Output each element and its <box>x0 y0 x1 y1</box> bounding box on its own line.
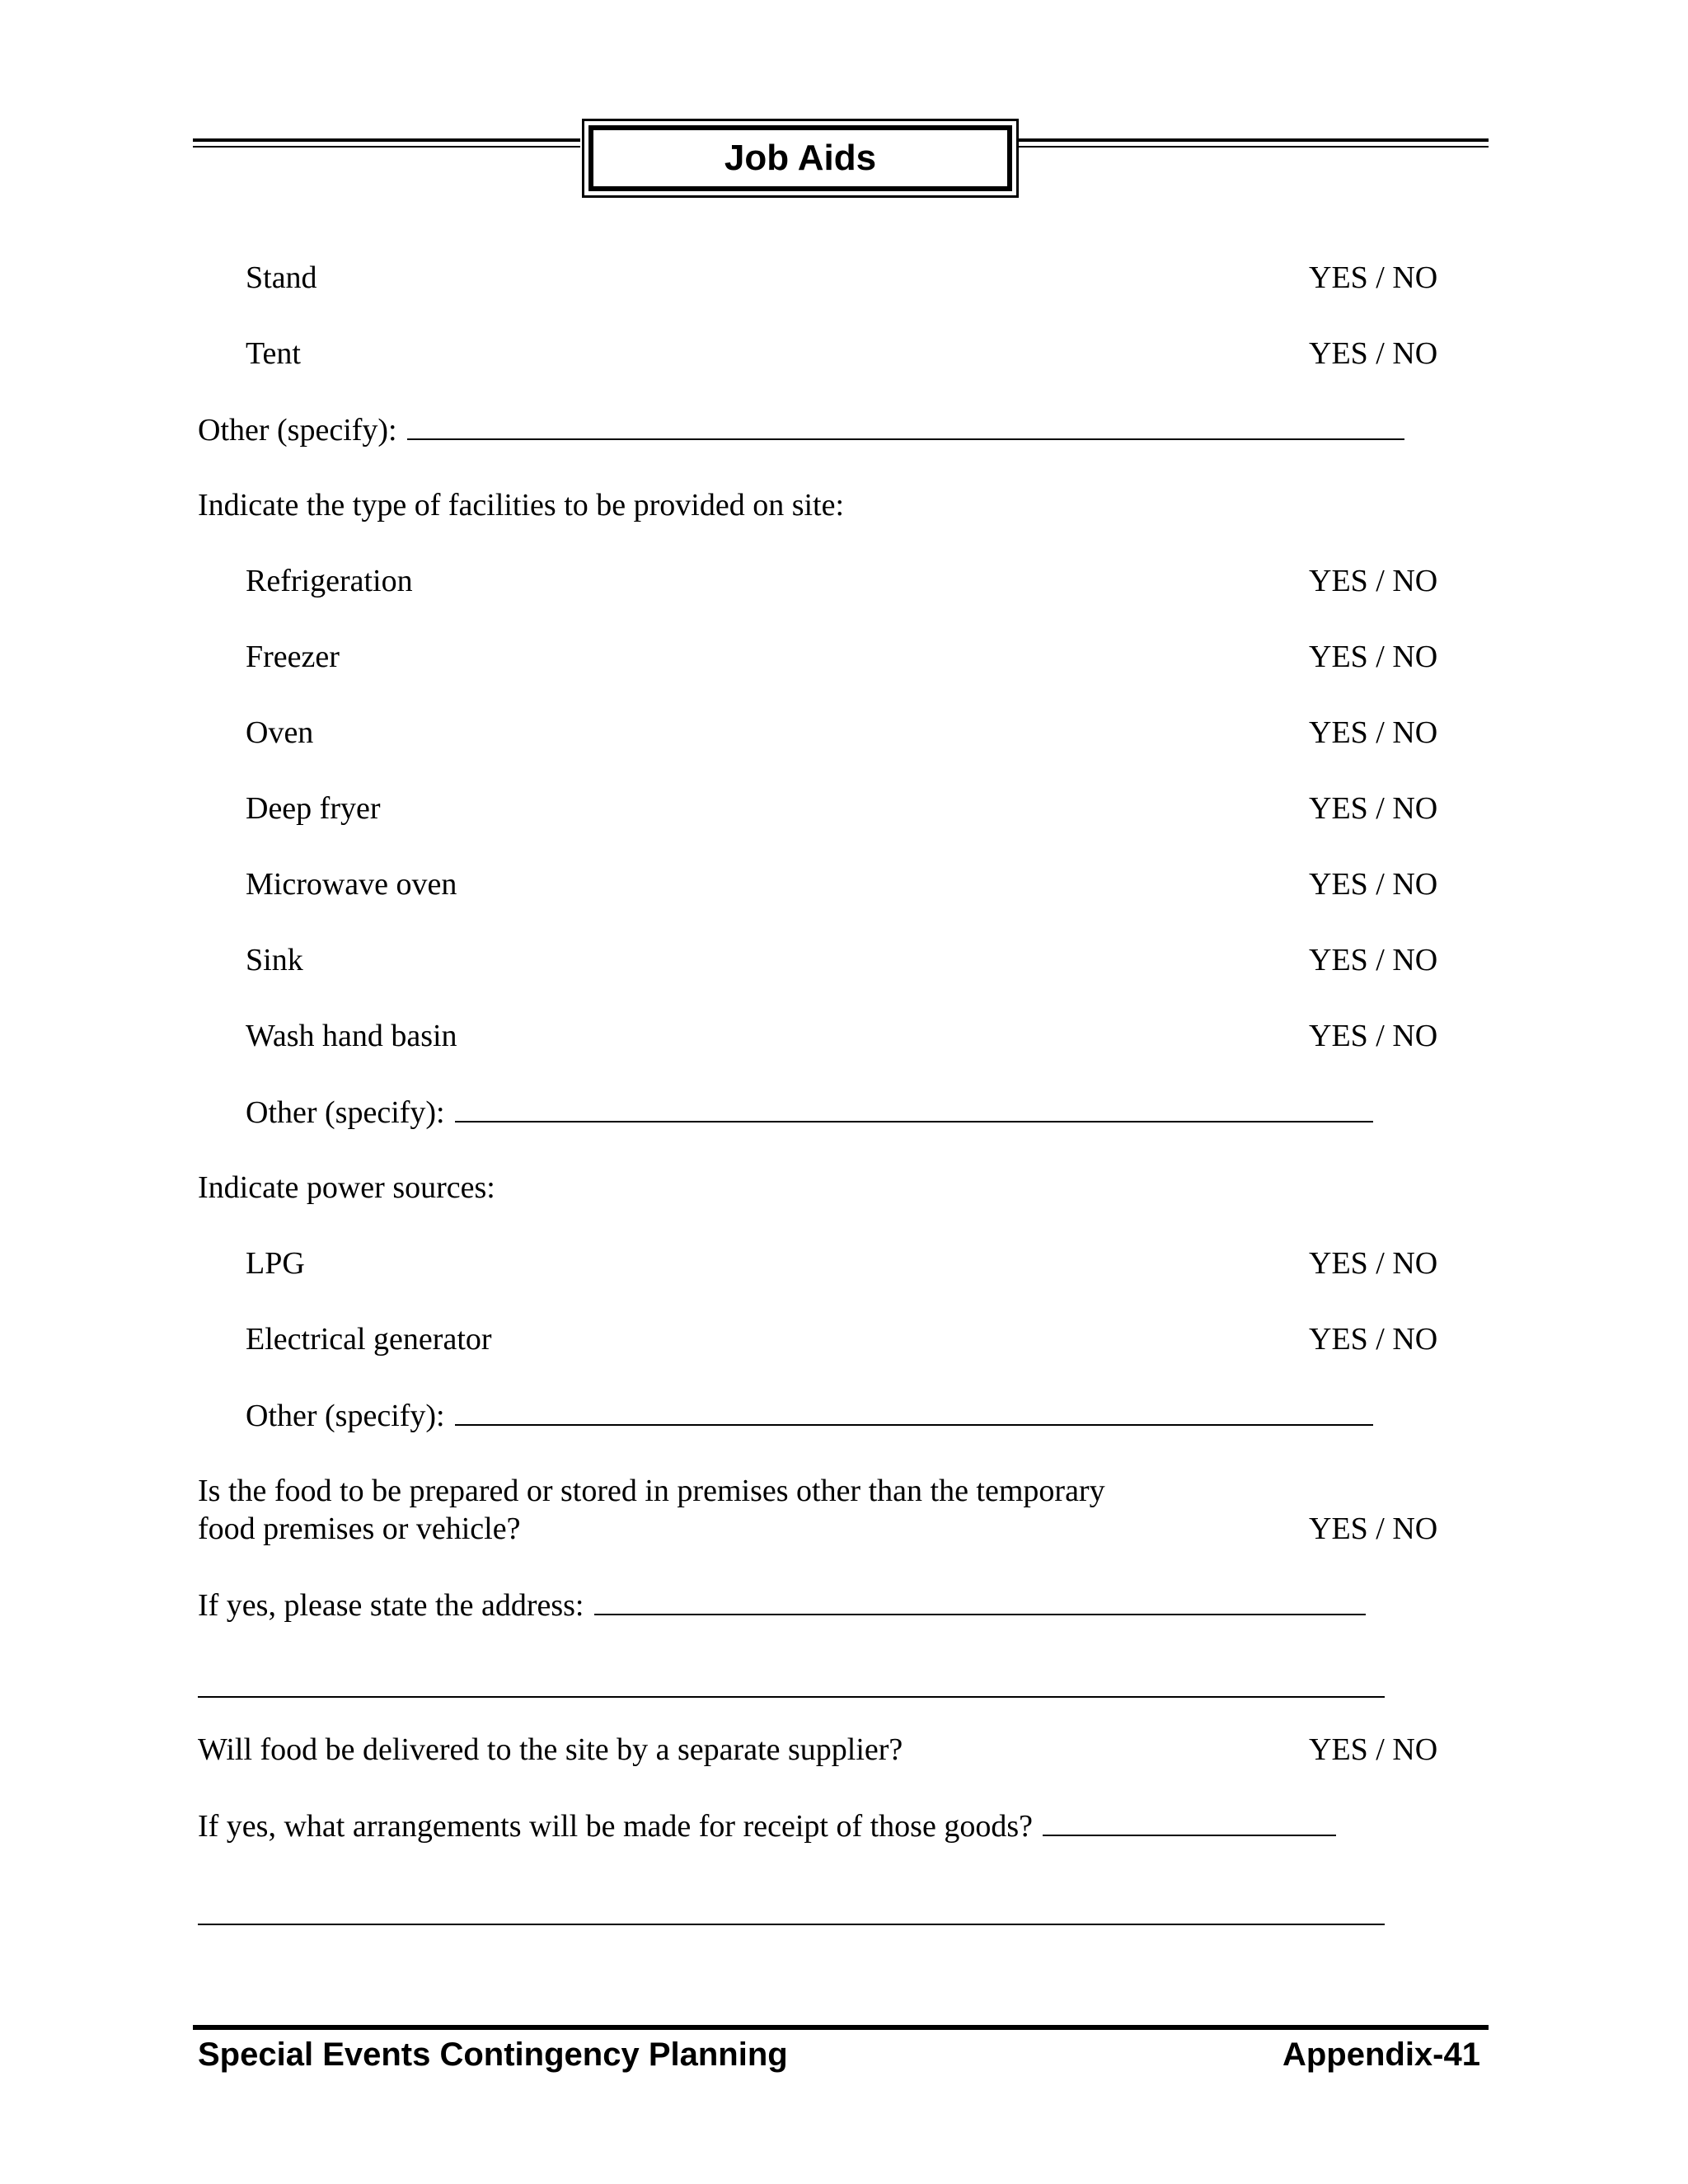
electrical-generator-label: Electrical generator <box>246 1322 492 1357</box>
other-specify-power-row <box>246 1396 1373 1435</box>
address-field[interactable] <box>594 1586 1366 1615</box>
header-box <box>582 119 1019 198</box>
other-specify-structure-row <box>198 410 1404 449</box>
address-label: If yes, please state the address: <box>198 1588 584 1623</box>
microwave-oven-label: Microwave oven <box>246 867 457 902</box>
lpg-label: LPG <box>246 1246 305 1281</box>
tent-label: Tent <box>246 336 301 371</box>
microwave-oven-yes-no[interactable]: YES / NO <box>1309 867 1438 902</box>
page-title: Job Aids <box>588 125 1012 191</box>
deep-fryer-label: Deep fryer <box>246 791 381 826</box>
address-row <box>198 1586 1366 1624</box>
sink-yes-no[interactable]: YES / NO <box>1309 943 1438 977</box>
wash-hand-basin-label: Wash hand basin <box>246 1019 457 1053</box>
footer-title: Special Events Contingency Planning <box>198 2036 788 2073</box>
stand-yes-no[interactable]: YES / NO <box>1309 260 1438 295</box>
premises-yes-no[interactable]: YES / NO <box>1309 1511 1438 1546</box>
wash-hand-basin-yes-no[interactable]: YES / NO <box>1309 1019 1438 1053</box>
facilities-prompt: Indicate the type of facilities to be provided on site: <box>198 488 845 523</box>
supplier-question: Will food be delivered to the site by a separate supplier? <box>198 1732 903 1767</box>
deep-fryer-yes-no[interactable]: YES / NO <box>1309 791 1438 826</box>
other-specify-label: Other (specify): <box>198 413 397 448</box>
tent-yes-no[interactable]: YES / NO <box>1309 336 1438 371</box>
footer-page-number: Appendix-41 <box>1282 2036 1480 2073</box>
power-sources-prompt: Indicate power sources: <box>198 1170 495 1205</box>
arrangements-row <box>198 1807 1336 1845</box>
arrangements-field[interactable] <box>1043 1807 1336 1836</box>
premises-question-line1: Is the food to be prepared or stored in premises other than the temporary <box>198 1474 1105 1508</box>
oven-label: Oven <box>246 715 314 750</box>
freezer-yes-no[interactable]: YES / NO <box>1309 640 1438 674</box>
other-specify-facilities-row <box>246 1093 1373 1132</box>
other-specify-label: Other (specify): <box>246 1095 445 1130</box>
sink-label: Sink <box>246 943 303 977</box>
address-field-line-2[interactable] <box>198 1696 1385 1698</box>
footer-rule <box>193 2025 1489 2030</box>
freezer-label: Freezer <box>246 640 340 674</box>
refrigeration-label: Refrigeration <box>246 564 413 598</box>
header-rule-left <box>193 138 580 148</box>
other-specify-power-field[interactable] <box>455 1396 1373 1426</box>
refrigeration-yes-no[interactable]: YES / NO <box>1309 564 1438 598</box>
other-specify-label: Other (specify): <box>246 1399 445 1433</box>
arrangements-label: If yes, what arrangements will be made for receipt of those goods? <box>198 1809 1033 1844</box>
electrical-generator-yes-no[interactable]: YES / NO <box>1309 1322 1438 1357</box>
supplier-yes-no[interactable]: YES / NO <box>1309 1732 1438 1767</box>
other-specify-field[interactable] <box>407 410 1404 440</box>
arrangements-field-line-2[interactable] <box>198 1924 1385 1925</box>
premises-question-line2: food premises or vehicle? <box>198 1511 521 1546</box>
stand-label: Stand <box>246 260 317 295</box>
oven-yes-no[interactable]: YES / NO <box>1309 715 1438 750</box>
lpg-yes-no[interactable]: YES / NO <box>1309 1246 1438 1281</box>
header-rule-right <box>1019 138 1489 148</box>
other-specify-facilities-field[interactable] <box>455 1093 1373 1122</box>
